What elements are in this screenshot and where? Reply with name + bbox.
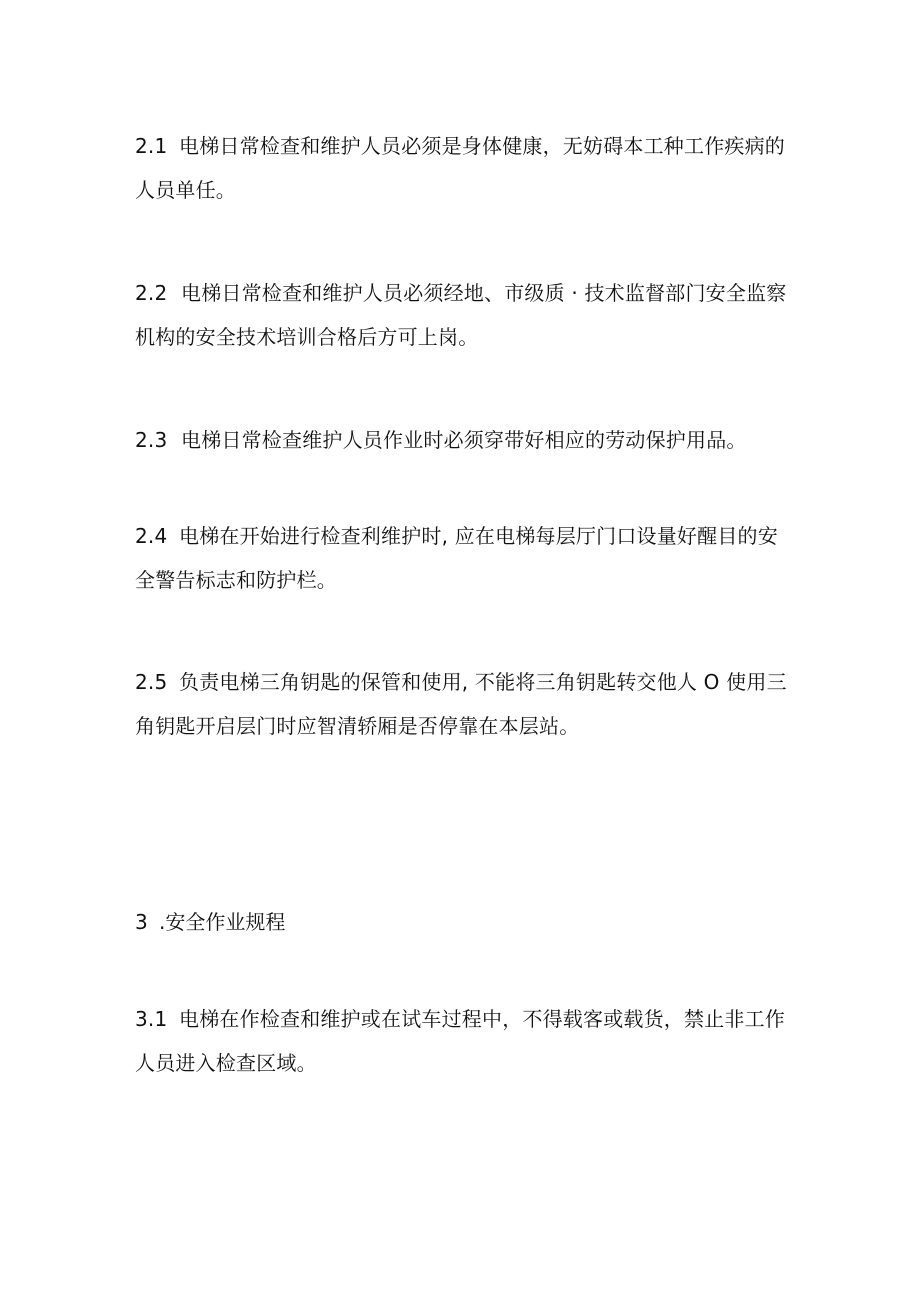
paragraph-line: 机构的安全技术培训合格后方可上岗。	[135, 325, 479, 349]
section-number: 2.5	[135, 670, 168, 694]
section-heading	[135, 900, 285, 944]
paragraph-text: 电梯在开始进行检查利维护时, 应在电梯每层厅门口设量好醒目的安	[179, 524, 778, 548]
paragraph-text: 电梯在作检查和维护或在试车过程中，不得载客或载货，禁止非工作	[179, 1007, 785, 1031]
paragraph-line	[135, 514, 795, 558]
section-number: 2.1	[135, 134, 168, 158]
paragraph-2-4	[135, 514, 795, 602]
paragraph-text: 电梯日常检查维护人员作业时必须穿带好相应的劳动保护用品。	[181, 428, 747, 452]
paragraph-line	[135, 418, 795, 462]
paragraph-line	[135, 271, 795, 315]
section-number: 2.4	[135, 524, 168, 548]
paragraph-3-1	[135, 997, 795, 1085]
paragraph-line	[135, 997, 795, 1041]
paragraph-2-1	[135, 124, 795, 212]
paragraph-line	[135, 124, 795, 168]
paragraph-2-2	[135, 271, 795, 359]
paragraph-text: 负责电梯三角钥匙的保管和使用, 不能将三角钥匙转交他人 O 使用三	[179, 670, 787, 694]
section-number: 2.2	[135, 281, 168, 305]
paragraph-2-3	[135, 418, 795, 462]
heading-number: 3	[135, 910, 148, 934]
paragraph-line	[135, 660, 795, 704]
paragraph-text: 电梯日常检查和维护人员必须经地、市级质 · 技术监督部门安全监察	[181, 281, 787, 305]
paragraph-line: 人员单任。	[135, 178, 236, 202]
section-number: 3.1	[135, 1007, 168, 1031]
section-number: 2.3	[135, 428, 168, 452]
paragraph-line: 全警告标志和防护栏。	[135, 568, 337, 592]
paragraph-line: 角钥匙开启层门时应智清轿厢是否停靠在本层站。	[135, 714, 580, 738]
heading-title: .安全作业规程	[159, 910, 286, 934]
paragraph-text: 电梯日常检查和维护人员必须是身体健康，无妨碍本工种工作疾病的	[179, 134, 785, 158]
paragraph-line: 人员进入检查区域。	[135, 1051, 317, 1075]
paragraph-2-5	[135, 660, 795, 748]
